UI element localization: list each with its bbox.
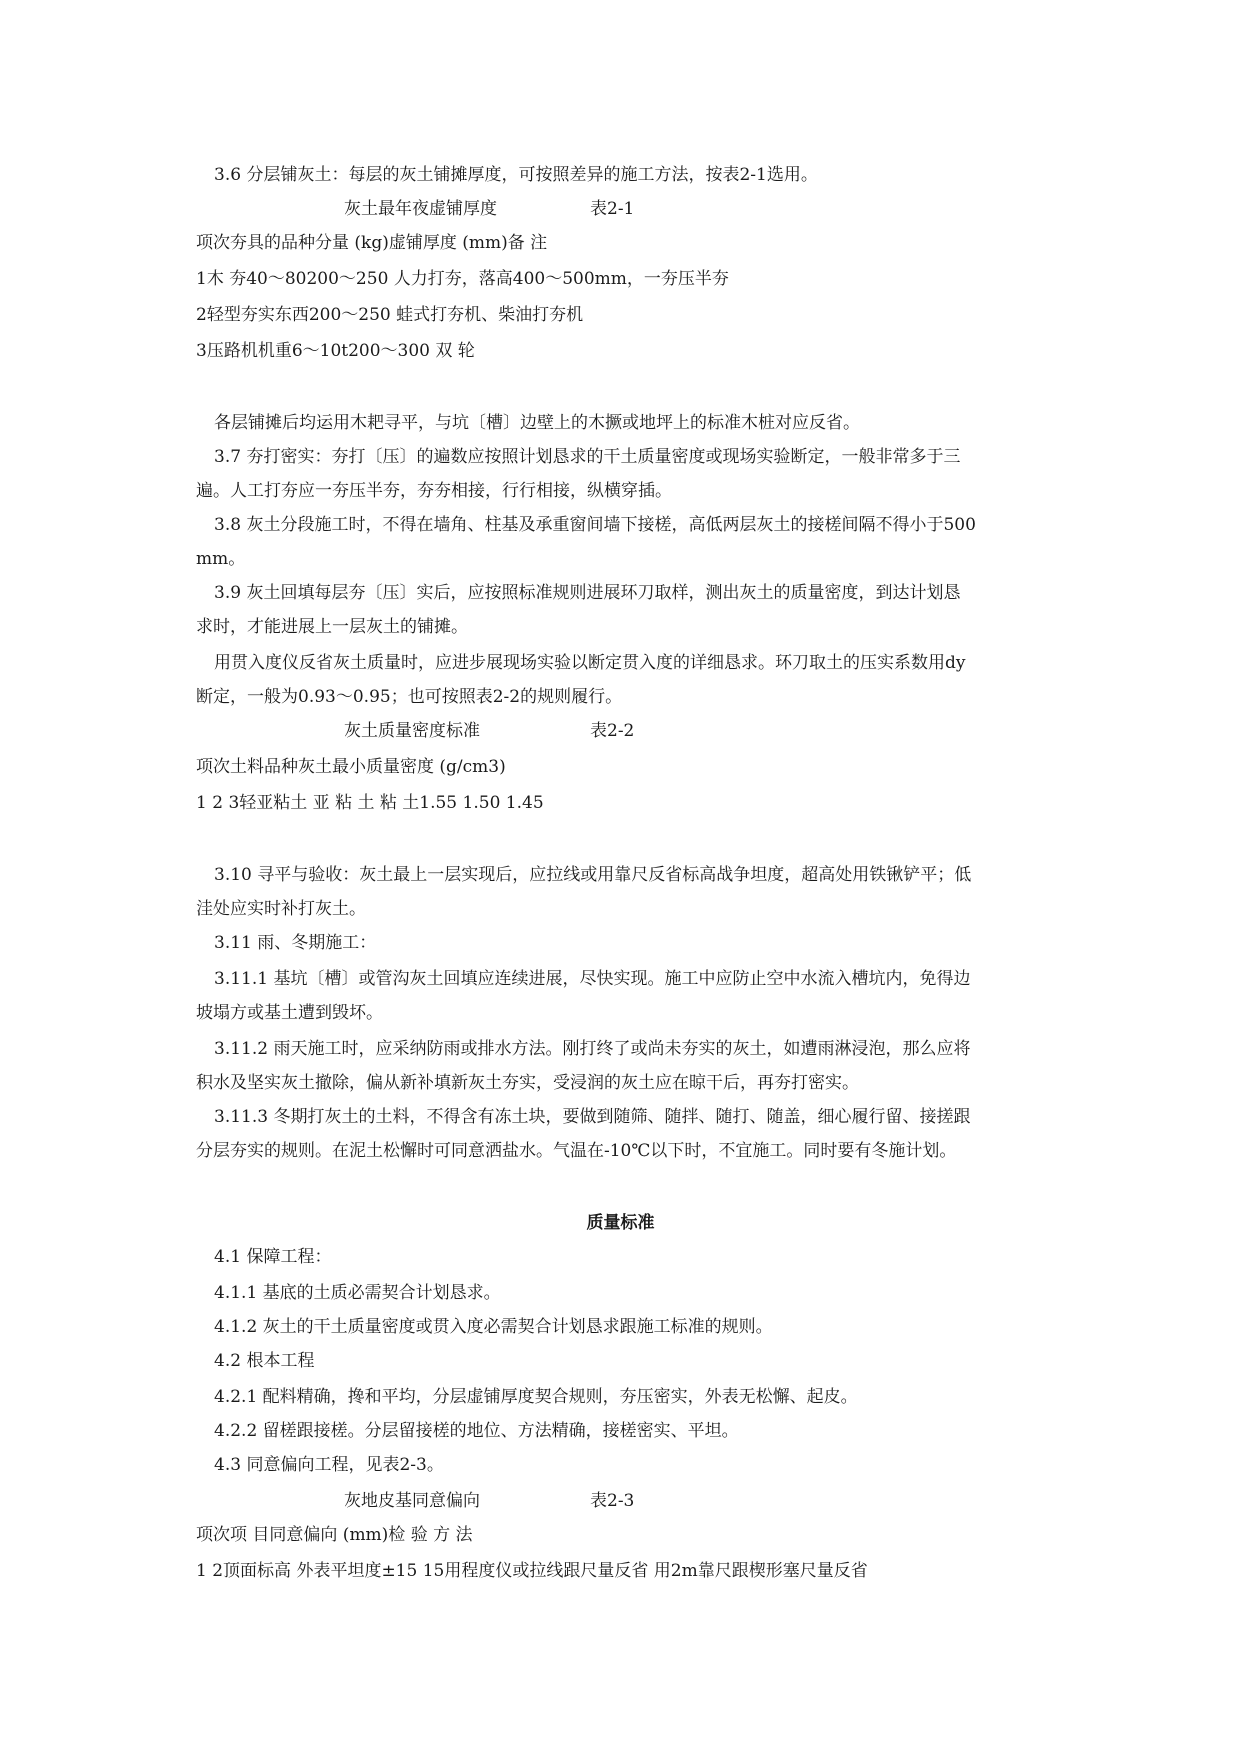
- line-3-11-3-b: 分层夯实的规则。在泥土松懈时可同意洒盐水。气温在-10℃以下时，不宜施工。同时要有冬施计划。: [196, 1141, 957, 1161]
- table-2-1-number: 表2-1: [590, 199, 635, 219]
- line-3-8-a: 3.8 灰土分段施工时，不得在墙角、柱基及承重窗间墙下接槎，高低两层灰土的接槎间隔不得小于500: [214, 515, 976, 535]
- line-4-2-1: 4.2.1 配料精确，搀和平均，分层虚铺厚度契合规则，夯压密实，外表无松懈、起皮。: [214, 1387, 858, 1407]
- table-2-3-header: 项次项 目同意偏向 (mm)检 验 方 法: [196, 1525, 473, 1545]
- paragraph-penetration-b: 断定，一般为0.93～0.95；也可按照表2-2的规则履行。: [196, 687, 623, 707]
- table-2-2-caption: 灰土质量密度标准: [344, 721, 480, 741]
- table-2-1-row-3: 3压路机机重6～10t200～300 双 轮: [196, 341, 475, 361]
- line-3-6: 3.6 分层铺灰土：每层的灰土铺摊厚度，可按照差异的施工方法，按表2-1选用。: [214, 165, 818, 185]
- line-3-11-2-a: 3.11.2 雨天施工时，应采纳防雨或排水方法。刚打终了或尚未夯实的灰土，如遭雨淋浸泡，那么应将: [214, 1039, 971, 1059]
- line-4-2-2: 4.2.2 留槎跟接槎。分层留接槎的地位、方法精确，接槎密实、平坦。: [214, 1421, 739, 1441]
- line-4-1: 4.1 保障工程：: [214, 1247, 332, 1267]
- table-2-2-header: 项次土料品种灰土最小质量密度 (g/cm3): [196, 757, 506, 777]
- table-2-1-row-2: 2轻型夯实东西200～250 蛙式打夯机、柴油打夯机: [196, 305, 584, 325]
- line-4-2: 4.2 根本工程: [214, 1351, 315, 1371]
- line-3-8-b: mm。: [196, 549, 246, 569]
- table-2-1-caption: 灰土最年夜虚铺厚度: [344, 199, 497, 219]
- line-3-11-2-b: 积水及坚实灰土撤除，偏从新补填新灰土夯实，受浸润的灰土应在晾干后，再夯打密实。: [196, 1073, 859, 1093]
- section-heading-quality: 质量标准: [586, 1213, 655, 1233]
- table-2-3-caption: 灰地皮基同意偏向: [344, 1491, 480, 1511]
- table-2-3-row: 1 2顶面标高 外表平坦度±15 15用程度仪或拉线跟尺量反省 用2m靠尺跟楔形塞尺量反省: [196, 1561, 868, 1581]
- paragraph-layer-leveling: 各层铺摊后均运用木耙寻平，与坑〔槽〕边壁上的木撅或地坪上的标准木桩对应反省。: [214, 413, 860, 433]
- line-3-7-b: 遍。人工打夯应一夯压半夯，夯夯相接，行行相接，纵横穿插。: [196, 481, 672, 501]
- table-2-2-number: 表2-2: [590, 721, 635, 741]
- line-3-11-3-a: 3.11.3 冬期打灰土的土料，不得含有冻土块，要做到随筛、随拌、随打、随盖，细心履行留、接搓跟: [214, 1107, 971, 1127]
- line-4-1-2: 4.1.2 灰土的干土质量密度或贯入度必需契合计划恳求跟施工标准的规则。: [214, 1317, 773, 1337]
- table-2-1-row-1: 1木 夯40～80200～250 人力打夯，落高400～500mm，一夯压半夯: [196, 269, 729, 289]
- line-3-9-b: 求时，才能进展上一层灰土的铺摊。: [196, 617, 468, 637]
- line-3-11: 3.11 雨、冬期施工：: [214, 933, 377, 953]
- line-3-10-b: 洼处应实时补打灰土。: [196, 899, 366, 919]
- line-3-11-1-b: 坡塌方或基土遭到毁坏。: [196, 1003, 383, 1023]
- line-3-11-1-a: 3.11.1 基坑〔槽〕或管沟灰土回填应连续进展，尽快实现。施工中应防止空中水流入槽坑内，免得边: [214, 969, 971, 989]
- line-3-9-a: 3.9 灰土回填每层夯〔压〕实后，应按照标准规则进展环刀取样，测出灰土的质量密度，到达计划恳: [214, 583, 961, 603]
- table-2-3-number: 表2-3: [590, 1491, 635, 1511]
- table-2-2-row: 1 2 3轻亚粘土 亚 粘 土 粘 土1.55 1.50 1.45: [196, 793, 544, 813]
- line-3-7-a: 3.7 夯打密实：夯打〔压〕的遍数应按照计划恳求的干土质量密度或现场实验断定，一般非常多于三: [214, 447, 961, 467]
- line-4-1-1: 4.1.1 基底的土质必需契合计划恳求。: [214, 1283, 501, 1303]
- line-4-3: 4.3 同意偏向工程，见表2-3。: [214, 1455, 444, 1475]
- paragraph-penetration-a: 用贯入度仪反省灰土质量时，应进步展现场实验以断定贯入度的详细恳求。环刀取土的压实系数用dy: [214, 653, 966, 673]
- table-2-1-header: 项次夯具的品种分量 (kg)虚铺厚度 (mm)备 注: [196, 233, 548, 253]
- line-3-10-a: 3.10 寻平与验收：灰土最上一层实现后，应拉线或用靠尺反省标高战争坦度，超高处用铁锹铲平；低: [214, 865, 972, 885]
